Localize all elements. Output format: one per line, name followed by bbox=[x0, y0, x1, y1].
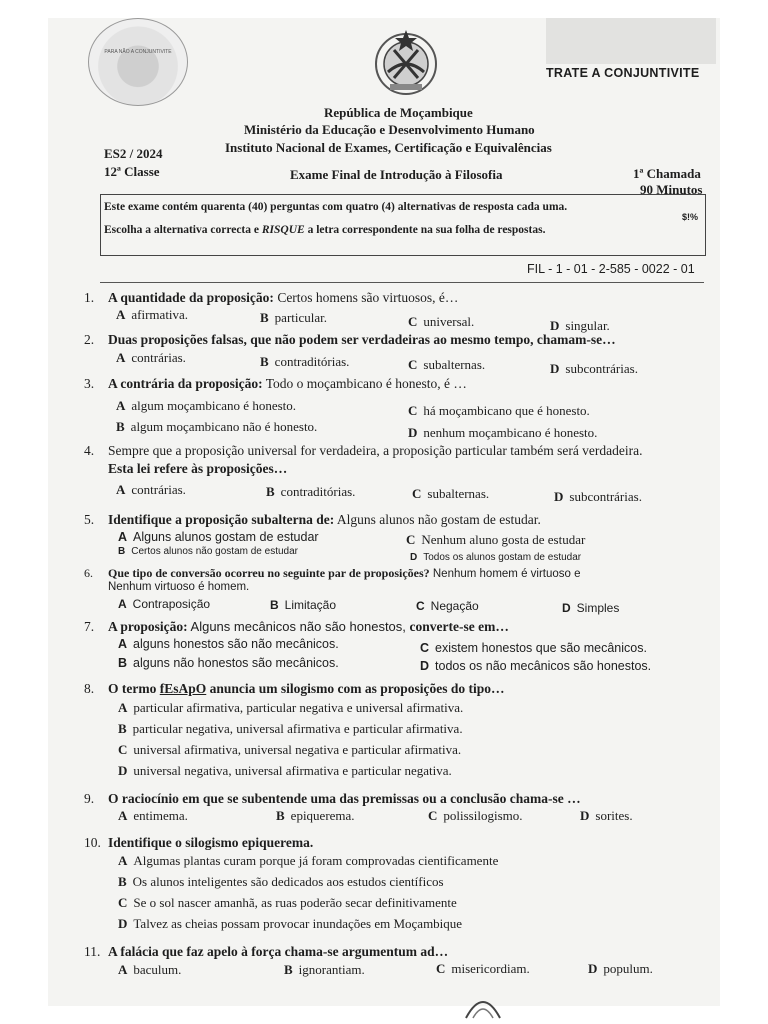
option-letter: A bbox=[116, 482, 126, 497]
instructions-mark: $!% bbox=[682, 212, 699, 222]
option-11a[interactable] bbox=[118, 962, 181, 978]
option-3c[interactable] bbox=[408, 403, 590, 419]
option-letter: D bbox=[420, 659, 430, 673]
option-5d[interactable] bbox=[410, 552, 581, 563]
option-5c[interactable] bbox=[406, 532, 585, 548]
question-11: 11. A falácia que faz apelo à força chama-se argumentum ad… bbox=[84, 944, 449, 959]
option-letter: A bbox=[118, 962, 128, 977]
question-6: 6. Que tipo de conversão ocorreu no seguinte par de proposições? Nenhum homem é virtuoso e bbox=[84, 566, 581, 580]
warning-text: TRATE A CONJUNTIVITE bbox=[546, 66, 700, 80]
option-text: contrárias. bbox=[131, 482, 186, 497]
option-text: Negação bbox=[430, 599, 479, 613]
exam-code: FIL - 1 - 01 - 2-585 - 0022 - 01 bbox=[527, 262, 695, 276]
option-letter: B bbox=[266, 484, 275, 499]
option-text: subalternas. bbox=[423, 357, 486, 372]
option-letter: C bbox=[118, 895, 128, 910]
option-letter: A bbox=[118, 637, 128, 651]
option-letter: B bbox=[118, 721, 127, 736]
instructions-line1: Este exame contém quarenta (40) perguntas com quatro (4) alternativas de resposta cada uma. bbox=[104, 201, 568, 213]
question-10: 10. Identifique o silogismo epiquerema. bbox=[84, 835, 314, 850]
option-10b[interactable] bbox=[118, 874, 444, 890]
option-text: Algumas plantas curam porque já foram comprovadas cientificamente bbox=[133, 853, 499, 868]
option-letter: C bbox=[408, 403, 418, 418]
option-letter: B bbox=[260, 354, 269, 369]
option-6a[interactable] bbox=[118, 597, 210, 611]
option-text: afirmativa. bbox=[131, 307, 189, 322]
option-4a[interactable] bbox=[116, 482, 186, 498]
option-letter: D bbox=[550, 361, 560, 376]
option-3a[interactable] bbox=[116, 398, 296, 414]
option-10d[interactable] bbox=[118, 916, 462, 932]
option-text: epiquerema. bbox=[290, 808, 355, 823]
option-10a[interactable] bbox=[118, 853, 498, 869]
option-text: subalternas. bbox=[427, 486, 490, 501]
question-6-line2: Nenhum virtuoso é homem. bbox=[108, 581, 250, 593]
option-6b[interactable] bbox=[270, 598, 336, 612]
option-text: Limitação bbox=[284, 598, 337, 612]
option-8b[interactable] bbox=[118, 721, 463, 737]
option-letter: D bbox=[408, 425, 418, 440]
option-10c[interactable] bbox=[118, 895, 457, 911]
option-letter: A bbox=[116, 398, 126, 413]
option-7d[interactable] bbox=[420, 659, 651, 673]
question-1: 1. A quantidade da proposição: Certos homens são virtuosos, é… bbox=[84, 290, 459, 305]
option-2d[interactable] bbox=[550, 361, 638, 377]
option-2c[interactable] bbox=[408, 357, 485, 373]
header-call: 1ª Chamada bbox=[633, 166, 701, 181]
option-text: algum moçambicano é honesto. bbox=[131, 398, 297, 413]
option-letter: D bbox=[550, 318, 560, 333]
header-grade: 12ª Classe bbox=[104, 164, 160, 179]
option-text: polissilogismo. bbox=[443, 808, 523, 823]
option-7b[interactable] bbox=[118, 656, 339, 670]
option-letter: C bbox=[428, 808, 438, 823]
option-5a[interactable] bbox=[118, 530, 319, 544]
option-text: ignorantiam. bbox=[298, 962, 365, 977]
option-letter: B bbox=[118, 656, 128, 670]
question-8: 8. O termo fEsApO anuncia um silogismo com as proposições do tipo… bbox=[84, 681, 505, 696]
option-letter: B bbox=[116, 419, 125, 434]
option-3d[interactable] bbox=[408, 425, 597, 441]
question-4: 4. Sempre que a proposição universal for verdadeira, a proposição particular também será verdadeira. bbox=[84, 443, 643, 458]
option-8d[interactable] bbox=[118, 763, 452, 779]
option-9b[interactable] bbox=[276, 808, 355, 824]
option-8c[interactable] bbox=[118, 742, 461, 758]
option-text: Talvez as cheias possam provocar inundações em Moçambique bbox=[133, 916, 463, 931]
option-letter: B bbox=[276, 808, 285, 823]
option-11b[interactable] bbox=[284, 962, 365, 978]
option-letter: C bbox=[412, 486, 422, 501]
option-3b[interactable] bbox=[116, 419, 317, 435]
option-1b[interactable] bbox=[260, 310, 327, 326]
option-text: Contraposição bbox=[132, 597, 211, 611]
option-letter: C bbox=[420, 641, 430, 655]
option-8a[interactable] bbox=[118, 700, 463, 716]
option-text: Nenhum aluno gosta de estudar bbox=[421, 532, 586, 547]
option-text: há moçambicano que é honesto. bbox=[423, 403, 590, 418]
option-letter: C bbox=[416, 599, 425, 613]
option-7a[interactable] bbox=[118, 637, 339, 651]
option-2b[interactable] bbox=[260, 354, 349, 370]
option-text: Todos os alunos gostam de estudar bbox=[423, 552, 582, 563]
header-republic: República de Moçambique bbox=[324, 105, 473, 120]
option-letter: D bbox=[580, 808, 590, 823]
divider bbox=[100, 282, 704, 283]
option-text: Se o sol nascer amanhã, as ruas poderão secar definitivamente bbox=[133, 895, 457, 910]
option-text: subcontrárias. bbox=[565, 361, 638, 376]
option-letter: C bbox=[436, 961, 446, 976]
option-text: baculum. bbox=[133, 962, 182, 977]
option-text: contrárias. bbox=[131, 350, 186, 365]
option-11d[interactable] bbox=[588, 961, 653, 977]
option-letter: C bbox=[406, 532, 416, 547]
option-text: nenhum moçambicano é honesto. bbox=[423, 425, 598, 440]
option-text: Os alunos inteligentes são dedicados aos estudos científicos bbox=[132, 874, 444, 889]
option-text: particular afirmativa, particular negativa e universal afirmativa. bbox=[133, 700, 464, 715]
option-letter: B bbox=[118, 874, 127, 889]
option-letter: B bbox=[284, 962, 293, 977]
option-text: universal afirmativa, universal negativa e particular afirmativa. bbox=[133, 742, 462, 757]
instructions-line2: Escolha a alternativa correcta e RISQUE a letra correspondente na sua folha de respostas. bbox=[104, 224, 546, 236]
option-text: singular. bbox=[565, 318, 610, 333]
option-letter: C bbox=[118, 742, 128, 757]
option-text: particular negativa, universal afirmativa e particular afirmativa. bbox=[132, 721, 463, 736]
syllogism-term: fEsApO bbox=[159, 681, 207, 696]
question-3: 3. A contrária da proposição: Todo o moçambicano é honesto, é … bbox=[84, 376, 467, 391]
option-letter: A bbox=[118, 853, 128, 868]
option-9d[interactable] bbox=[580, 808, 633, 824]
option-text: Certos alunos não gostam de estudar bbox=[131, 546, 299, 557]
option-letter: D bbox=[562, 601, 571, 615]
option-text: Simples bbox=[576, 601, 620, 615]
option-4d[interactable] bbox=[554, 489, 642, 505]
footer-emblem-icon bbox=[462, 992, 504, 1020]
option-text: contraditórias. bbox=[274, 354, 350, 369]
option-text: todos os não mecânicos são honestos. bbox=[435, 659, 652, 673]
option-letter: B bbox=[260, 310, 269, 325]
option-letter: A bbox=[116, 307, 126, 322]
question-7: 7. A proposição: Alguns mecânicos não são honestos, converte-se em… bbox=[84, 619, 509, 634]
option-letter: A bbox=[116, 350, 126, 365]
top-shadow bbox=[546, 18, 716, 64]
option-text: alguns honestos são não mecânicos. bbox=[133, 637, 339, 651]
option-1c[interactable] bbox=[408, 314, 474, 330]
option-letter: A bbox=[118, 808, 128, 823]
option-7c[interactable] bbox=[420, 641, 647, 655]
option-text: subcontrárias. bbox=[569, 489, 642, 504]
header-exam-title: Exame Final de Introdução à Filosofia bbox=[290, 167, 503, 182]
option-5b[interactable] bbox=[118, 546, 298, 557]
option-text: sorites. bbox=[595, 808, 633, 823]
option-text: contraditórias. bbox=[280, 484, 356, 499]
option-letter: D bbox=[554, 489, 564, 504]
option-letter: C bbox=[408, 314, 418, 329]
stamp-seal-text: PARA NÃO A CONJUNTIVITE bbox=[104, 49, 172, 55]
question-5: 5. Identifique a proposição subalterna de: Alguns alunos não gostam de estudar. bbox=[84, 512, 541, 527]
option-letter: B bbox=[270, 598, 279, 612]
option-text: alguns não honestos são mecânicos. bbox=[133, 656, 339, 670]
header-institute: Instituto Nacional de Exames, Certificação e Equivalências bbox=[225, 140, 552, 155]
option-letter: D bbox=[118, 916, 128, 931]
header-ministry: Ministério da Educação e Desenvolvimento Humano bbox=[244, 122, 535, 137]
option-text: misericordiam. bbox=[451, 961, 530, 976]
option-6d[interactable] bbox=[562, 601, 619, 615]
option-letter: D bbox=[118, 763, 128, 778]
option-1a[interactable] bbox=[116, 307, 188, 323]
option-letter: D bbox=[588, 961, 598, 976]
option-text: algum moçambicano não é honesto. bbox=[130, 419, 318, 434]
option-text: populum. bbox=[603, 961, 653, 976]
option-2a[interactable] bbox=[116, 350, 186, 366]
option-text: Alguns alunos gostam de estudar bbox=[133, 530, 319, 544]
option-11c[interactable] bbox=[436, 961, 530, 977]
option-6c[interactable] bbox=[416, 599, 479, 613]
question-2: 2. Duas proposições falsas, que não podem ser verdadeiras ao mesmo tempo, chamam-se… bbox=[84, 332, 616, 347]
option-4b[interactable] bbox=[266, 484, 355, 500]
option-text: existem honestos que são mecânicos. bbox=[435, 641, 647, 655]
header-duration: 90 Minutos bbox=[640, 182, 703, 197]
option-text: universal negativa, universal afirmativa e particular negativa. bbox=[133, 763, 452, 778]
question-4-line2: Esta lei refere às proposições… bbox=[108, 461, 288, 476]
option-letter: B bbox=[118, 546, 126, 557]
option-letter: D bbox=[410, 552, 418, 563]
option-letter: A bbox=[118, 700, 128, 715]
option-4c[interactable] bbox=[412, 486, 489, 502]
option-9a[interactable] bbox=[118, 808, 188, 824]
option-text: entimema. bbox=[133, 808, 188, 823]
coat-of-arms-emblem bbox=[372, 26, 440, 98]
header-session: ES2 / 2024 bbox=[104, 146, 163, 161]
question-9: 9. O raciocínio em que se subentende uma das premissas ou a conclusão chama-se … bbox=[84, 791, 581, 806]
option-letter: C bbox=[408, 357, 418, 372]
option-9c[interactable] bbox=[428, 808, 523, 824]
stamp-seal bbox=[88, 18, 188, 106]
option-letter: A bbox=[118, 597, 127, 611]
option-letter: A bbox=[118, 530, 128, 544]
option-text: particular. bbox=[274, 310, 328, 325]
option-text: universal. bbox=[423, 314, 475, 329]
